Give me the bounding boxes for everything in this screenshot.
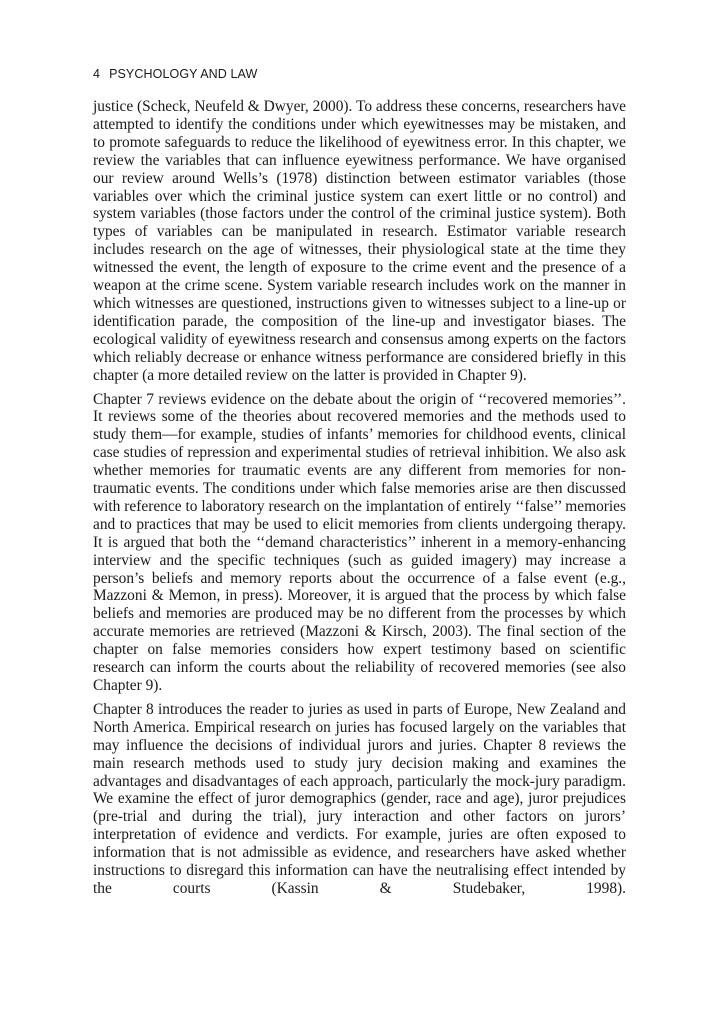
running-title: PSYCHOLOGY AND LAW (109, 67, 258, 81)
paragraph-estimator-system-variables: justice (Scheck, Neufeld & Dwyer, 2000). To address these concerns, researchers have attempted to identify the conditions under which eyewitnesses may be mistaken, and to promote safeguards to reduce the likelihood of eyewitness error. In this chapter, we review the variables that can influence eyewitness performance. We have organised our review around Wells’s (1978) distinction between estimator variables (those variables over which the criminal justice system can exert little or no control) and system variables (those factors under the control of the criminal justice system). Both types of variables can be manipulated in research. Estimator variable research includes research on the age of witnesses, their physiological state at the time they witnessed the event, the length of exposure to the crime event and the presence of a weapon at the crime scene. System variable research includes work on the manner in which witnesses are questioned, instructions given to witnesses subject to a line-up or identification parade, the composition of the line-up and investigator biases. The ecological validity of eyewitness research and consensus among experts on the factors which reliably decrease or enhance witness performance are considered briefly in this chapter (a more detailed review on the latter is provided in Chapter 9). (93, 98, 626, 384)
paragraph-chapter-8-juries: Chapter 8 introduces the reader to juries as used in parts of Europe, New Zealand and North America. Empirical research on juries has focused largely on the variables that may influence the decisions of individual jurors and juries. Chapter 8 reviews the main research methods used to study jury decision making and examines the advantages and disadvantages of each approach, particularly the mock-jury paradigm. We examine the effect of juror demographics (gender, race and age), juror prejudices (pre-trial and during the trial), jury interaction and other factors on jurors’ interpretation of evidence and verdicts. For example, juries are often exposed to information that is not admissible as evidence, and researchers have asked whether instructions to disregard this information can have the neutralising effect intended by the courts (Kassin & Studebaker, 1998). (93, 700, 626, 897)
page-number: 4 (93, 67, 101, 81)
body-text (93, 98, 626, 904)
running-head (93, 67, 257, 81)
paragraph-chapter-7-recovered-memories: Chapter 7 reviews evidence on the debate about the origin of ‘‘recovered memories’’. It reviews some of the theories about recovered memories and the methods used to study them—for example, studies of infants’ memories for childhood events, clinical case studies of repression and experimental studies of retrieval inhibition. We also ask whether memories for traumatic events are any different from memories for non-traumatic events. The conditions under which false memories arise are then discussed with reference to laboratory research on the implantation of entirely ‘‘false’’ memories and to practices that may be used to elicit memories from clients undergoing therapy. It is argued that both the ‘‘demand characteristics’’ inherent in a memory-enhancing interview and the specific techniques (such as guided imagery) may increase a person’s beliefs and memory reports about the occurrence of a false event (e.g., Mazzoni & Memon, in press). Moreover, it is argued that the process by which false beliefs and memories are produced may be no different from the processes by which accurate memories are retrieved (Mazzoni & Kirsch, 2003). The final section of the chapter on false memories considers how expert testimony based on scientific research can inform the courts about the reliability of recovered memories (see also Chapter 9). (93, 390, 626, 694)
